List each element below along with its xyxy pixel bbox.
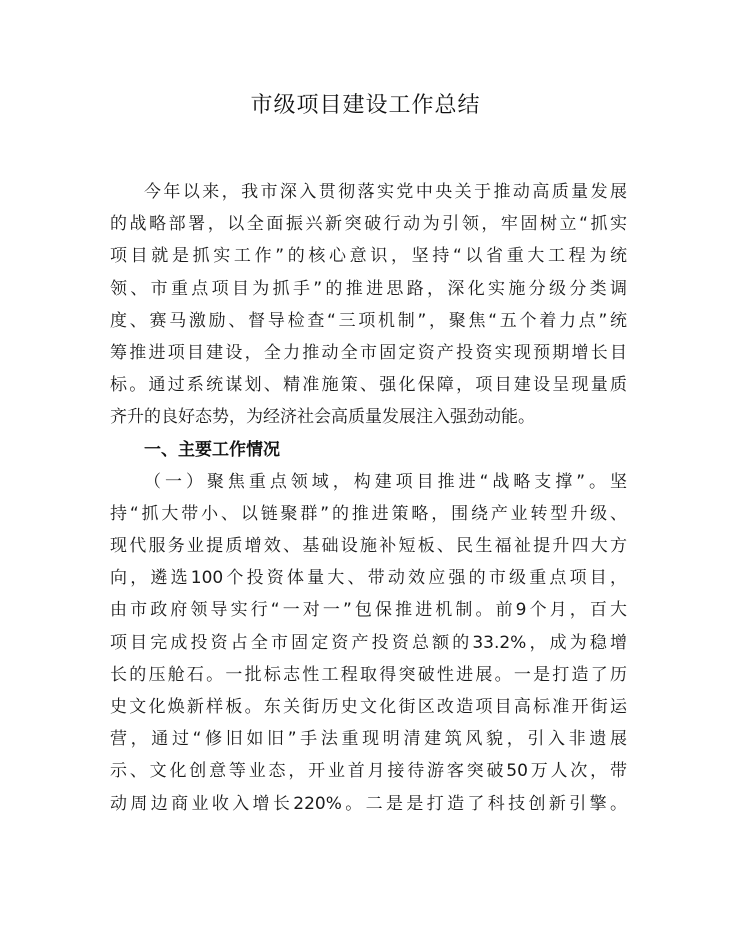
- text-line: 领、市重点项目为抓手”的推进思路，深化实施分级分类调: [110, 278, 627, 299]
- paragraph-intro: [110, 176, 627, 434]
- text-line: 长的压舱石。一批标志性工程取得突破性进展。一是打造了历: [110, 664, 627, 685]
- text-line: 筹推进项目建设，全力推动全市固定资产投资实现预期增长目: [110, 342, 627, 363]
- text-line: 度、赛马激励、督导检查“三项机制”，聚焦“五个着力点”统: [110, 310, 627, 331]
- text-line: 营，通过“修旧如旧”手法重现明清建筑风貌，引入非遗展: [110, 729, 627, 750]
- document-body: [110, 176, 627, 820]
- text-line: 动周边商业收入增长220%。二是是打造了科技创新引擎。: [110, 793, 627, 814]
- text-line: 齐升的良好态势，为经济社会高质量发展注入强劲动能。: [110, 407, 535, 428]
- text-line: 持“抓大带小、以链聚群”的推进策略，围绕产业转型升级、: [110, 503, 627, 524]
- text-line: 示、文化创意等业态，开业首月接待游客突破50万人次，带: [110, 761, 627, 782]
- text-line: 由市政府领导实行“一对一”包保推进机制。前9个月，百大: [110, 600, 627, 621]
- text-line: （一）聚焦重点领域，构建项目推进“战略支撑”。坚: [144, 471, 627, 492]
- text-line: 现代服务业提质增效、基础设施补短板、民生福祉提升四大方: [110, 536, 627, 557]
- text-line: 今年以来，我市深入贯彻落实党中央关于推动高质量发展: [144, 182, 627, 202]
- text-line: 项目就是抓实工作”的核心意识，坚持“以省重大工程为统: [110, 246, 627, 267]
- text-line: 标。通过系统谋划、精准施策、强化保障，项目建设呈现量质: [110, 375, 627, 396]
- section-heading: 一、主要工作情况: [144, 439, 280, 460]
- text-line: 的战略部署，以全面振兴新突破行动为引领，牢固树立“抓实: [110, 214, 627, 235]
- text-line: 向，遴选100个投资体量大、带动效应强的市级重点项目，: [110, 568, 627, 589]
- text-line: 项目完成投资占全市固定资产投资总额的33.2%，成为稳增: [110, 632, 627, 653]
- document-title: 市级项目建设工作总结: [250, 93, 481, 118]
- text-line: 史文化焕新样板。东关街历史文化街区改造项目高标准开街运: [110, 697, 627, 717]
- paragraph-section-1: [110, 466, 627, 820]
